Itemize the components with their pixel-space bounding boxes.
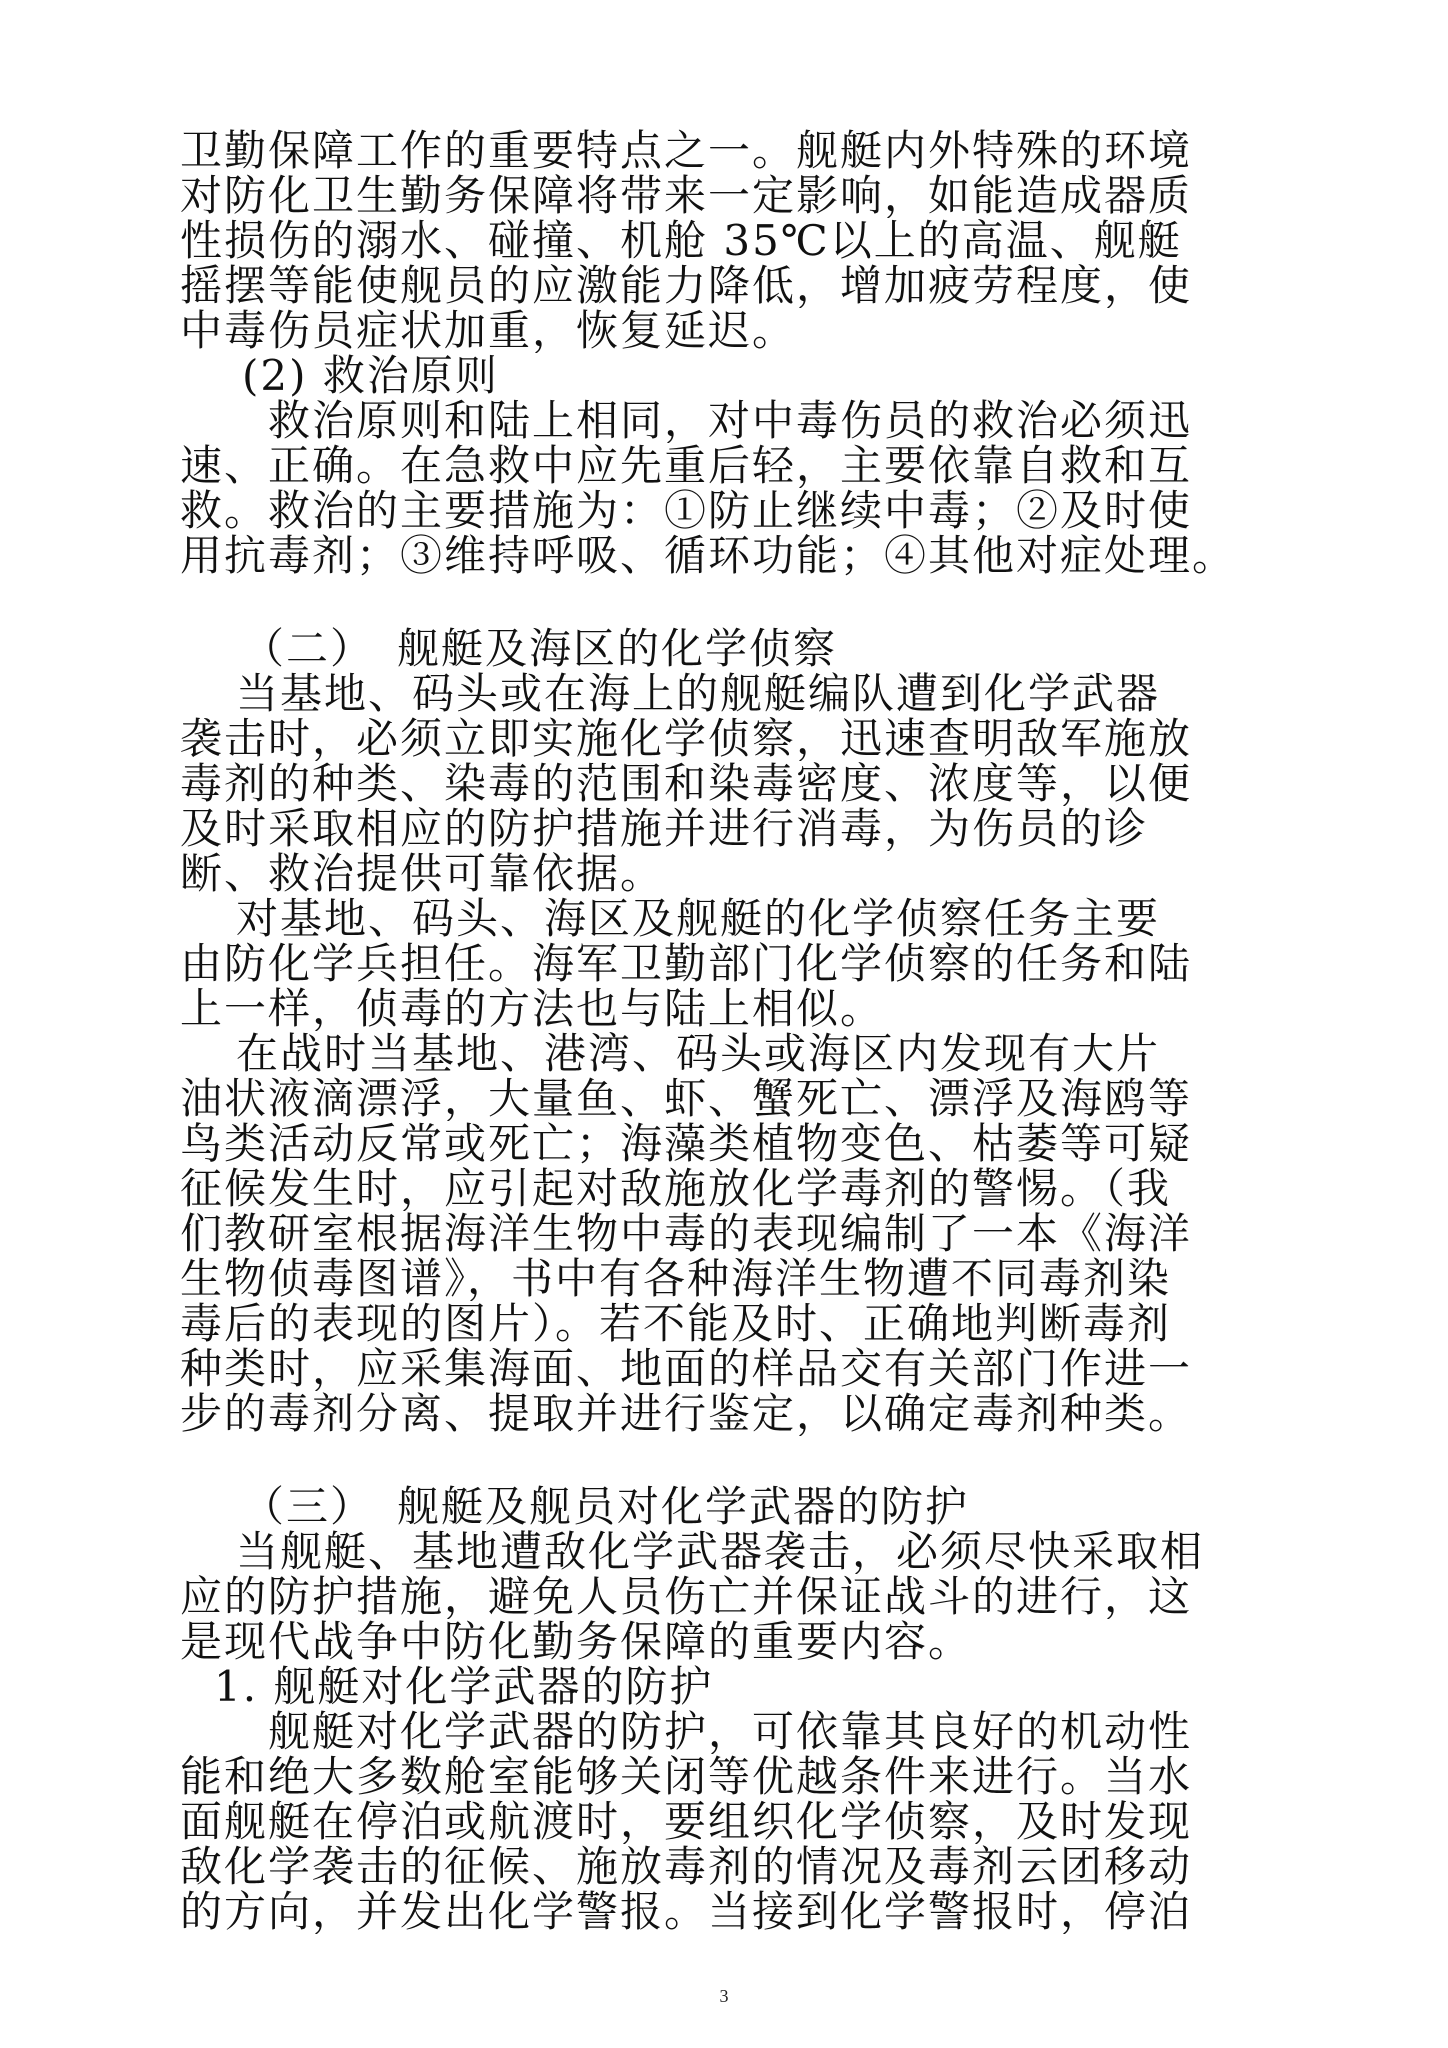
page-number: 3: [719, 1986, 729, 2006]
text-line: 上一样，侦毒的方法也与陆上相似。: [180, 986, 885, 1031]
text-line: (2) 救治原则: [242, 353, 499, 398]
text-line: 卫勤保障工作的重要特点之一。舰艇内外特殊的环境: [180, 128, 1193, 173]
text-line: 断、救治提供可靠依据。: [180, 851, 665, 896]
text-line: 中毒伤员症状加重，恢复延迟。: [180, 308, 797, 353]
text-line: 速、正确。在急救中应先重后轻，主要依靠自救和互: [180, 443, 1193, 488]
text-line: （三） 舰艇及舰员对化学武器的防护: [242, 1484, 970, 1529]
text-line: 在战时当基地、港湾、码头或海区内发现有大片: [236, 1031, 1161, 1076]
text-line: 敌化学袭击的征候、施放毒剂的情况及毒剂云团移动: [180, 1844, 1193, 1889]
text-line: 油状液滴漂浮，大量鱼、虾、蟹死亡、漂浮及海鸥等: [180, 1076, 1193, 1121]
text-line: 救。救治的主要措施为：①防止继续中毒；②及时使: [180, 488, 1193, 533]
text-line: 是现代战争中防化勤务保障的重要内容。: [180, 1619, 973, 1664]
text-line: 用抗毒剂；③维持呼吸、循环功能；④其他对症处理。: [180, 533, 1237, 578]
text-line: 征候发生时，应引起对敌施放化学毒剂的警惕。（我: [180, 1166, 1172, 1211]
text-line: 救治原则和陆上相同，对中毒伤员的救治必须迅: [268, 398, 1193, 443]
document-body: [180, 128, 1276, 1934]
text-line: 的方向，并发出化学警报。当接到化学警报时，停泊: [180, 1889, 1193, 1934]
text-line: 鸟类活动反常或死亡；海藻类植物变色、枯萎等可疑: [180, 1121, 1193, 1166]
text-line: 由防化学兵担任。海军卫勤部门化学侦察的任务和陆: [180, 941, 1193, 986]
text-line: 能和绝大多数舱室能够关闭等优越条件来进行。当水: [180, 1754, 1193, 1799]
text-line: 及时采取相应的防护措施并进行消毒，为伤员的诊: [180, 806, 1149, 851]
text-line: 袭击时，必须立即实施化学侦察，迅速查明敌军施放: [180, 716, 1193, 761]
text-line: 对防化卫生勤务保障将带来一定影响，如能造成器质: [180, 173, 1193, 218]
text-line: 舰艇对化学武器的防护，可依靠其良好的机动性: [268, 1709, 1193, 1754]
text-line: 生物侦毒图谱》，书中有各种海洋生物遭不同毒剂染: [180, 1256, 1172, 1301]
text-line: 种类时，应采集海面、地面的样品交有关部门作进一: [180, 1346, 1193, 1391]
text-line: （二） 舰艇及海区的化学侦察: [242, 626, 838, 671]
text-line: 对基地、码头、海区及舰艇的化学侦察任务主要: [236, 896, 1161, 941]
text-line: 们教研室根据海洋生物中毒的表现编制了一本《海洋: [180, 1211, 1193, 1256]
text-line: 毒剂的种类、染毒的范围和染毒密度、浓度等，以便: [180, 761, 1193, 806]
text-line: 毒后的表现的图片）。若不能及时、正确地判断毒剂: [180, 1301, 1172, 1346]
text-line: 1. 舰艇对化学武器的防护: [214, 1664, 714, 1709]
text-line: 当基地、码头或在海上的舰艇编队遭到化学武器: [236, 671, 1161, 716]
text-line: 应的防护措施，避免人员伤亡并保证战斗的进行，这: [180, 1574, 1193, 1619]
paragraph-gap: [180, 578, 1276, 626]
text-line: 当舰艇、基地遭敌化学武器袭击，必须尽快采取相: [236, 1529, 1205, 1574]
text-line: 步的毒剂分离、提取并进行鉴定，以确定毒剂种类。: [180, 1391, 1193, 1436]
text-line: 性损伤的溺水、碰撞、机舱 35℃以上的高温、舰艇: [180, 218, 1182, 263]
text-line: 面舰艇在停泊或航渡时，要组织化学侦察，及时发现: [180, 1799, 1193, 1844]
paragraph-gap: [180, 1436, 1276, 1484]
text-line: 摇摆等能使舰员的应激能力降低，增加疲劳程度，使: [180, 263, 1193, 308]
